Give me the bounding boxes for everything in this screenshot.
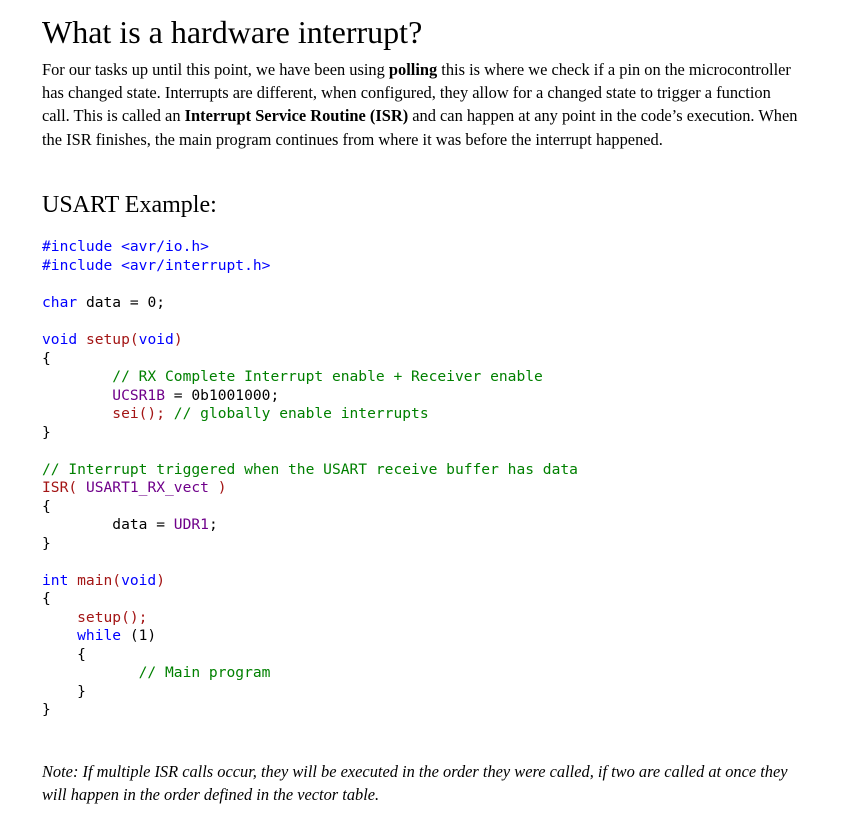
code-function: setup(); (42, 609, 148, 626)
code-line (42, 368, 543, 387)
code-comment: // Main program (42, 664, 271, 681)
code-brace: } (42, 701, 51, 718)
code-function: ISR( (42, 479, 78, 496)
note-paragraph: Note: If multiple ISR calls occur, they will be executed in the order they were called, if two are called at once they will happen in the order defined in the vector table. (42, 762, 788, 805)
code-function: setup( (77, 331, 139, 348)
code-line (42, 664, 270, 683)
intro-paragraph (42, 58, 802, 151)
code-brace: { (42, 498, 51, 515)
code-line (42, 461, 578, 480)
code-keyword: void (138, 331, 174, 348)
intro-bold-isr: Interrupt Service Routine (ISR) (184, 106, 409, 126)
code-line (42, 646, 86, 665)
code-keyword: int (42, 572, 69, 589)
include-directive: #include <avr/io.h> (42, 238, 209, 255)
intro-text-1: For our tasks up until this point, we have been using (42, 60, 389, 79)
code-line (42, 405, 429, 424)
include-directive: #include <avr/interrupt.h> (42, 257, 271, 274)
code-identifier: UDR1 (173, 516, 209, 533)
code-brace: { (42, 590, 51, 607)
code-brace: } (42, 424, 51, 441)
code-function: sei(); (42, 405, 166, 422)
code-function: ) (208, 479, 227, 496)
code-brace: { (42, 646, 86, 663)
code-line (42, 683, 86, 702)
code-keyword: while (42, 627, 122, 644)
code-brace: } (42, 683, 86, 700)
code-line (42, 424, 51, 443)
code-line (42, 238, 209, 257)
code-function: ) (173, 331, 183, 348)
code-function: ) (156, 572, 166, 589)
code-text: data = 0; (77, 294, 166, 311)
code-brace: } (42, 535, 51, 552)
code-keyword: void (42, 331, 78, 348)
code-line (42, 350, 51, 369)
code-line (42, 294, 165, 313)
code-line (42, 479, 227, 498)
code-identifier: UCSR1B (42, 387, 166, 404)
section-heading: USART Example: (42, 192, 217, 218)
code-line (42, 572, 165, 591)
intro-text-3: and can happen at any point in the code’s execution. When the ISR finishes, the main program continues from where it was before the interrupt happened. (42, 106, 798, 149)
code-keyword: char (42, 294, 78, 311)
code-line (42, 331, 183, 350)
code-line (42, 701, 51, 720)
code-line (42, 498, 51, 517)
code-line (42, 590, 51, 609)
code-comment: // RX Complete Interrupt enable + Receiver enable (42, 368, 543, 385)
code-line (42, 535, 51, 554)
code-comment: // Interrupt triggered when the USART receive buffer has data (42, 461, 578, 478)
code-brace: { (42, 350, 51, 367)
code-text: (1) (121, 627, 157, 644)
code-identifier: USART1_RX_vect (77, 479, 209, 496)
code-line (42, 627, 156, 646)
code-comment: // globally enable interrupts (165, 405, 429, 422)
code-line (42, 387, 279, 406)
intro-text-2: this is where we check if a pin on the microcontroller has changed state. Interrupts are different, when configured, they allow for a changed state to trigger a function call. This is called an (42, 60, 791, 126)
code-line (42, 516, 218, 535)
code-text: data = (42, 516, 174, 533)
code-line (42, 257, 270, 276)
code-text: ; (208, 516, 218, 533)
code-line (42, 609, 147, 628)
code-text: = 0b1001000; (165, 387, 280, 404)
code-function: main( (68, 572, 122, 589)
intro-bold-polling: polling (388, 60, 438, 79)
page-title: What is a hardware interrupt? (42, 14, 423, 50)
code-keyword: void (121, 572, 157, 589)
